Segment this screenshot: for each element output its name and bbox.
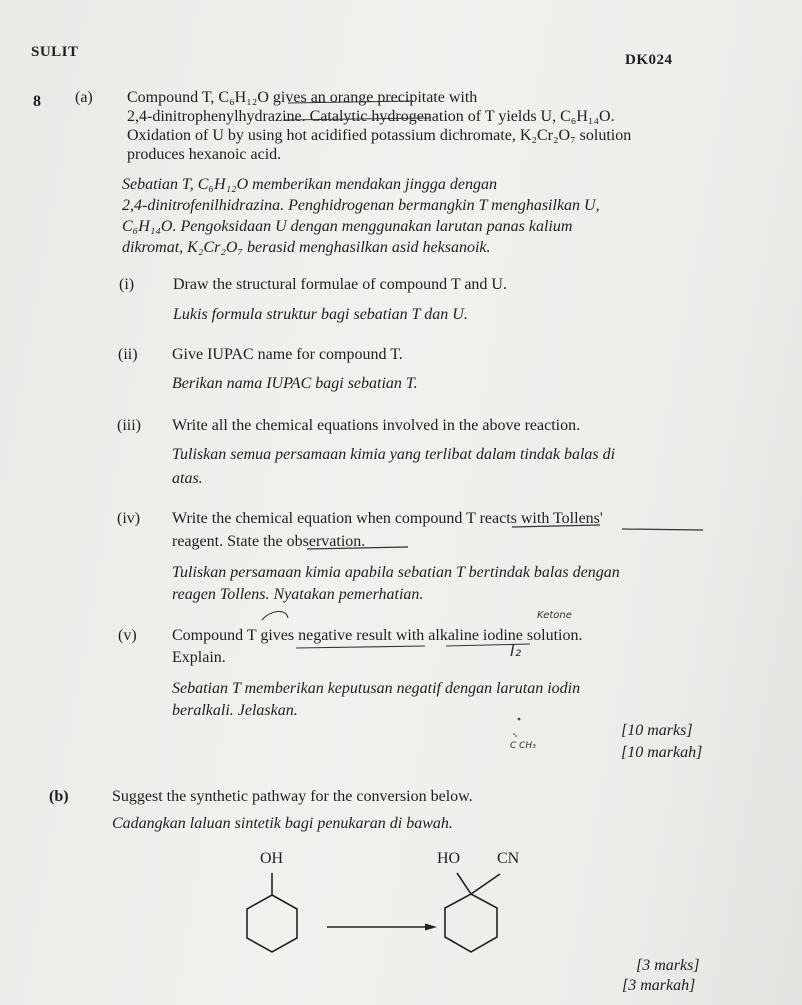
stem-en-line: Oxidation of U by using hot acidified potassium dichromate, K₂Cr₂O₇ solution — [127, 127, 632, 144]
stem-en-line: produces hexanoic acid. — [127, 146, 282, 163]
stem-ms-line: C₆H₁₄O. Pengoksidaan U dengan menggunakan larutan panas kalium — [122, 218, 573, 235]
handwritten-note: I₂ — [510, 641, 522, 660]
reactant-oh-label: OH — [260, 850, 284, 867]
handwritten-note: C CH₃ — [510, 741, 536, 751]
item-label: (v) — [118, 627, 137, 644]
cyclohexane-ring — [247, 895, 297, 952]
marks-en: [10 marks] — [621, 722, 693, 739]
reaction-arrow — [327, 924, 437, 931]
item-en: Explain. — [172, 649, 226, 666]
header-left: SULIT — [31, 44, 79, 60]
item-en: Draw the structural formulae of compound T and U. — [173, 276, 507, 293]
item-label: (iii) — [117, 417, 141, 434]
item-en: Compound T gives negative result with alkaline iodine solution. — [172, 627, 583, 644]
marks-ms: [3 markah] — [622, 977, 696, 994]
product-ho-label: HO — [437, 850, 461, 867]
item-en: Write all the chemical equations involved in the above reaction. — [172, 417, 581, 434]
item-ms: Tuliskan semua persamaan kimia yang terlibat dalam tindak balas di — [172, 446, 616, 463]
cn-bond — [471, 874, 500, 894]
stem-ms-line: 2,4-dinitrofenilhidrazina. Penghidrogenan bermangkin T menghasilkan U, — [122, 197, 600, 214]
stem-en-line: Compound T, C₆H₁₂O gives an orange precipitate with — [127, 89, 478, 106]
question-number: 8 — [33, 93, 41, 110]
item-label: (i) — [119, 276, 135, 293]
item-ms: reagen Tollens. Nyatakan pemerhatian. — [172, 586, 424, 603]
item-label: (ii) — [118, 346, 138, 363]
part-b-en: Suggest the synthetic pathway for the conversion below. — [112, 788, 473, 805]
marks-ms: [10 markah] — [621, 744, 703, 761]
stem-en-line: 2,4-dinitrophenylhydrazine. Catalytic hydrogenation of T yields U, C₆H₁₄O. — [127, 108, 615, 125]
handwritten-note: Ketone — [537, 610, 572, 621]
item-en: Write the chemical equation when compound T reacts with Tollens' — [172, 510, 603, 527]
item-ms: Tuliskan persamaan kimia apabila sebatian T bertindak balas dengan — [172, 564, 620, 581]
item-label: (iv) — [117, 510, 141, 527]
item-en: reagent. State the observation. — [172, 533, 366, 550]
item-en: Give IUPAC name for compound T. — [172, 346, 403, 363]
cyanohydrin-structure — [445, 873, 500, 952]
item-ms: atas. — [172, 470, 203, 487]
cyclohexane-ring — [445, 894, 497, 952]
item-ms: Sebatian T memberikan keputusan negatif dengan larutan iodin — [172, 680, 581, 697]
stem-ms-line: dikromat, K₂Cr₂O₇ berasid menghasilkan asid heksanoik. — [122, 239, 491, 256]
header-right: DK024 — [625, 52, 673, 68]
stem-ms-line: Sebatian T, C₆H₁₂O memberikan mendakan jingga dengan — [122, 176, 498, 193]
item-ms: Lukis formula struktur bagi sebatian T dan U. — [173, 306, 468, 323]
cyclohexanol-structure — [247, 873, 297, 952]
part-b-ms: Cadangkan laluan sintetik bagi penukaran di bawah. — [112, 815, 453, 832]
item-ms: beralkali. Jelaskan. — [172, 702, 298, 719]
part-a-label: (a) — [75, 89, 93, 106]
ho-bond — [457, 873, 471, 894]
item-ms: Berikan nama IUPAC bagi sebatian T. — [172, 375, 418, 392]
part-b-label: (b) — [49, 788, 69, 805]
product-cn-label: CN — [497, 850, 520, 867]
marks-en: [3 marks] — [636, 957, 700, 974]
